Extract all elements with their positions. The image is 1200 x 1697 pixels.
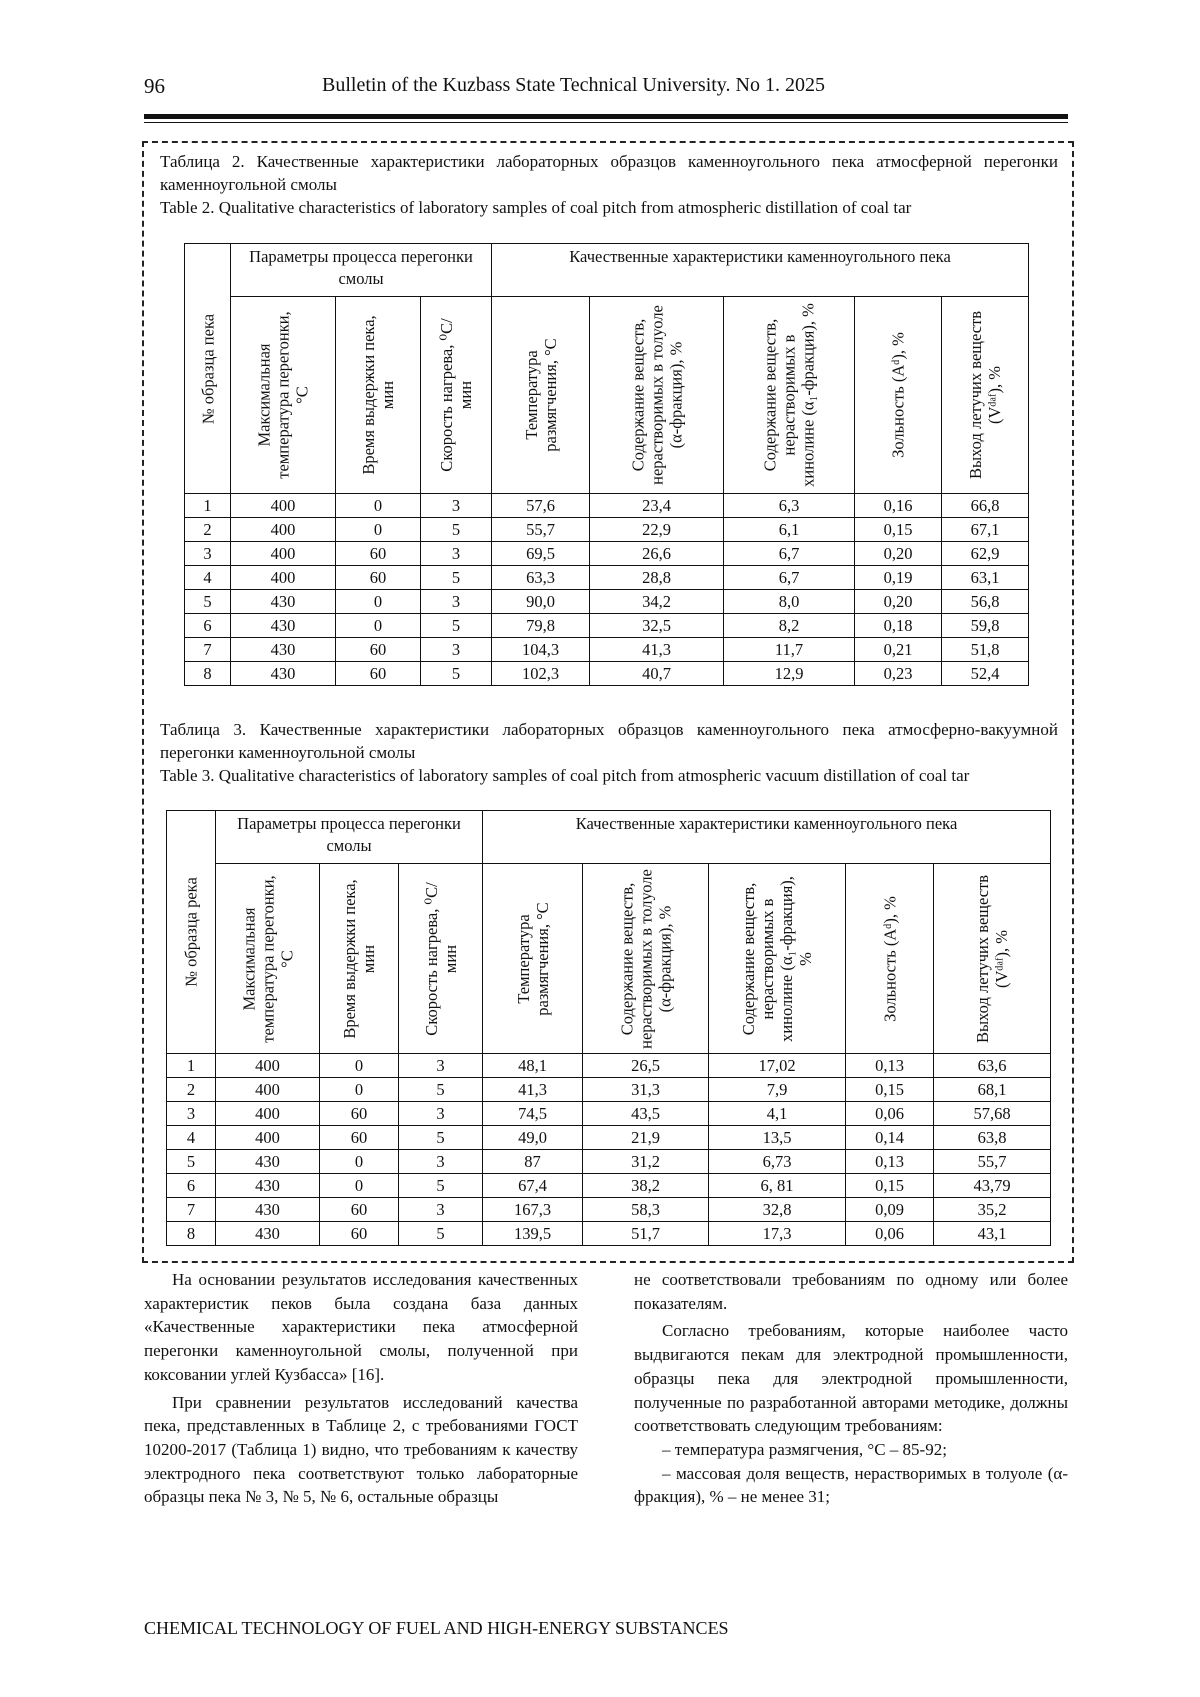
table-cell: 5: [421, 662, 492, 686]
table-cell: 0,15: [855, 518, 942, 542]
table-cell: 74,5: [483, 1102, 583, 1126]
table3-group-process: Параметры процесса перегонки смолы: [216, 811, 483, 864]
table-cell: 3: [421, 494, 492, 518]
table-cell: 0,15: [846, 1078, 934, 1102]
table-cell: 87: [483, 1150, 583, 1174]
running-header: [144, 74, 1068, 104]
table-cell: 6,7: [724, 542, 855, 566]
table3-col-sample: № образца река: [167, 811, 216, 1054]
table-cell: 400: [216, 1054, 320, 1078]
body-column-right: [634, 1268, 1068, 1509]
table-cell: 0: [320, 1174, 399, 1198]
table3-group-quality: Качественные характеристики каменноугольного пека: [483, 811, 1051, 864]
table-cell: 6: [167, 1174, 216, 1198]
table-cell: 0: [320, 1078, 399, 1102]
table-cell: 6,1: [724, 518, 855, 542]
table3-col-heat-rate: Скорость нагрева, ⁰С/мин: [399, 864, 483, 1054]
table-cell: 58,3: [583, 1198, 709, 1222]
table-cell: 4: [167, 1126, 216, 1150]
table2-col-sample: № образца пека: [185, 244, 231, 494]
table-cell: 49,0: [483, 1126, 583, 1150]
paragraph: не соответствовали требованиям по одному или более показателям.: [634, 1270, 1068, 1313]
table-cell: 400: [216, 1102, 320, 1126]
table2-group-quality: Качественные характеристики каменноугольного пека: [492, 244, 1029, 297]
table-cell: 0,14: [846, 1126, 934, 1150]
table-cell: 3: [399, 1102, 483, 1126]
table-cell: 4,1: [709, 1102, 846, 1126]
journal-title: Bulletin of the Kuzbass State Technical University. No 1. 2025: [322, 74, 825, 96]
table-cell: 400: [216, 1126, 320, 1150]
table-row: [185, 590, 1029, 614]
table-cell: 430: [231, 590, 336, 614]
table3-col-soft-temp: Температура размягчения, °С: [483, 864, 583, 1054]
table2-col-toluene: Содержание веществ, нерастворимых в толуоле (α-фракция), %: [590, 297, 724, 494]
table-cell: 0,06: [846, 1102, 934, 1126]
table-cell: 430: [231, 638, 336, 662]
table-cell: 0,09: [846, 1198, 934, 1222]
table-cell: 8: [185, 662, 231, 686]
table-cell: 41,3: [590, 638, 724, 662]
table-cell: 55,7: [934, 1150, 1051, 1174]
table-cell: 0: [336, 590, 421, 614]
table3-col-ash: Зольность (Aᵈ), %: [846, 864, 934, 1054]
table-cell: 60: [336, 566, 421, 590]
table-cell: 0,16: [855, 494, 942, 518]
table-cell: 0,20: [855, 590, 942, 614]
table-cell: 0,23: [855, 662, 942, 686]
table-row: [185, 494, 1029, 518]
table2-col-quinoline: Содержание веществ, нерастворимых в хинолине (α₁-фракция), %: [724, 297, 855, 494]
table-cell: 8: [167, 1222, 216, 1246]
table-row: [167, 1222, 1051, 1246]
table-cell: 32,8: [709, 1198, 846, 1222]
table-cell: 38,2: [583, 1174, 709, 1198]
table-cell: 17,02: [709, 1054, 846, 1078]
table-row: [185, 518, 1029, 542]
table-cell: 400: [231, 494, 336, 518]
table3-col-hold-time: Время выдержки пека, мин: [320, 864, 399, 1054]
table-cell: 3: [399, 1054, 483, 1078]
table-cell: 1: [167, 1054, 216, 1078]
table-cell: 21,9: [583, 1126, 709, 1150]
table-cell: 430: [216, 1174, 320, 1198]
header-rule-thin: [144, 122, 1068, 123]
table-cell: 48,1: [483, 1054, 583, 1078]
table-cell: 2: [167, 1078, 216, 1102]
table-cell: 57,68: [934, 1102, 1051, 1126]
table-cell: 5: [185, 590, 231, 614]
table-cell: 0,13: [846, 1150, 934, 1174]
table-cell: 0,15: [846, 1174, 934, 1198]
table-cell: 62,9: [942, 542, 1029, 566]
table-cell: 0,21: [855, 638, 942, 662]
table-cell: 43,5: [583, 1102, 709, 1126]
table-cell: 430: [231, 614, 336, 638]
table-cell: 31,2: [583, 1150, 709, 1174]
table-row: [185, 566, 1029, 590]
table-cell: 0: [320, 1054, 399, 1078]
table-cell: 60: [320, 1198, 399, 1222]
table-cell: 7,9: [709, 1078, 846, 1102]
table-cell: 430: [216, 1222, 320, 1246]
table-cell: 5: [399, 1078, 483, 1102]
table-row: [167, 1150, 1051, 1174]
body-column-left: [144, 1268, 578, 1509]
table-cell: 3: [399, 1150, 483, 1174]
table-cell: 52,4: [942, 662, 1029, 686]
table-cell: 26,5: [583, 1054, 709, 1078]
list-item: – температура размягчения, °С – 85-92;: [662, 1439, 947, 1459]
table-cell: 0: [336, 494, 421, 518]
table-cell: 56,8: [942, 590, 1029, 614]
table3: [166, 810, 1051, 1246]
table3-col-volatiles: Выход летучих веществ (Vᵈᵃᶠ), %: [934, 864, 1051, 1054]
table-row: [167, 1102, 1051, 1126]
table3-caption-ru: Таблица 3. Качественные характеристики лабораторных образцов каменноугольного пека атмосферно-вакуумной перегонки каменноугольной смолы: [160, 720, 1058, 762]
table-cell: 60: [320, 1126, 399, 1150]
table-cell: 63,6: [934, 1054, 1051, 1078]
table-cell: 5: [421, 518, 492, 542]
table-cell: 34,2: [590, 590, 724, 614]
header-rule-thick: [144, 114, 1068, 119]
table-row: [185, 614, 1029, 638]
table-cell: 60: [320, 1222, 399, 1246]
table3-col-toluene: Содержание веществ, нерастворимых в толуоле (α-фракция), %: [583, 864, 709, 1054]
table2: [184, 243, 1029, 686]
table-cell: 43,1: [934, 1222, 1051, 1246]
table-cell: 40,7: [590, 662, 724, 686]
paragraph: На основании результатов исследования качественных характеристик пеков была создана база данных «Качественные характеристики пека атмосферной перегонки каменноугольной смолы, полученной при коксовании углей Кузбасса» [16].: [144, 1270, 578, 1384]
paragraph: Согласно требованиям, которые наиболее часто выдвигаются пекам для электродной промышленности, образцы пека для электродной промышленности, полученные по разработанной авторами методике, должны соответствовать следующим требованиям:: [634, 1321, 1068, 1436]
table-cell: 6,3: [724, 494, 855, 518]
table-cell: 43,79: [934, 1174, 1051, 1198]
table-cell: 3: [421, 638, 492, 662]
table-cell: 102,3: [492, 662, 590, 686]
table-cell: 60: [320, 1102, 399, 1126]
table-cell: 12,9: [724, 662, 855, 686]
table-cell: 68,1: [934, 1078, 1051, 1102]
table-cell: 0: [336, 614, 421, 638]
table-cell: 1: [185, 494, 231, 518]
table-cell: 5: [421, 566, 492, 590]
table-cell: 6, 81: [709, 1174, 846, 1198]
table2-caption-ru: Таблица 2. Качественные характеристики лабораторных образцов каменноугольного пека атмосферной перегонки каменноугольной смолы: [160, 152, 1058, 194]
table-row: [167, 1126, 1051, 1150]
list-item: – массовая доля веществ, нерастворимых в толуоле (α-фракция), % – не менее 31;: [634, 1463, 1068, 1507]
table2-col-ash: Зольность (Aᵈ), %: [855, 297, 942, 494]
table-cell: 400: [231, 542, 336, 566]
paragraph: При сравнении результатов исследований качества пека, представленных в Таблице 2, с требованиями ГОСТ 10200-2017 (Таблица 1) видно, что требованиям к качеству электродного пека соответствуют только лабораторные образцы пека № 3, № 5, № 6, остальные образцы: [144, 1392, 578, 1507]
table-cell: 79,8: [492, 614, 590, 638]
table-cell: 139,5: [483, 1222, 583, 1246]
table-cell: 90,0: [492, 590, 590, 614]
table-cell: 2: [185, 518, 231, 542]
table-cell: 0,13: [846, 1054, 934, 1078]
table-cell: 3: [421, 590, 492, 614]
table-cell: 6,7: [724, 566, 855, 590]
table-cell: 13,5: [709, 1126, 846, 1150]
table3-caption-en: Table 3. Qualitative characteristics of laboratory samples of coal pitch from atmospheric vacuum distillation of coal tar: [160, 766, 970, 785]
table-cell: 8,0: [724, 590, 855, 614]
table-cell: 28,8: [590, 566, 724, 590]
table-cell: 5: [399, 1174, 483, 1198]
table-cell: 430: [216, 1150, 320, 1174]
table-cell: 17,3: [709, 1222, 846, 1246]
table-cell: 59,8: [942, 614, 1029, 638]
table2-col-heat-rate: Скорость нагрева, ⁰С/мин: [421, 297, 492, 494]
table-cell: 5: [421, 614, 492, 638]
table-cell: 0,20: [855, 542, 942, 566]
table-cell: 60: [336, 638, 421, 662]
table-cell: 8,2: [724, 614, 855, 638]
table-row: [167, 1078, 1051, 1102]
table3-col-quinoline: Содержание веществ, нерастворимых в хинолине (α₁-фракция), %: [709, 864, 846, 1054]
table-cell: 3: [399, 1198, 483, 1222]
table-row: [167, 1198, 1051, 1222]
table-cell: 11,7: [724, 638, 855, 662]
table-cell: 104,3: [492, 638, 590, 662]
table2-col-volatiles: Выход летучих веществ (Vᵈᵃᶠ), %: [942, 297, 1029, 494]
table2-col-hold-time: Время выдержки пека, мин: [336, 297, 421, 494]
table-cell: 66,8: [942, 494, 1029, 518]
table-cell: 51,8: [942, 638, 1029, 662]
table-cell: 35,2: [934, 1198, 1051, 1222]
table-cell: 4: [185, 566, 231, 590]
table-cell: 430: [216, 1198, 320, 1222]
table2-group-process: Параметры процесса перегонки смолы: [231, 244, 492, 297]
table-cell: 6: [185, 614, 231, 638]
table-cell: 63,8: [934, 1126, 1051, 1150]
table-cell: 3: [421, 542, 492, 566]
table-cell: 41,3: [483, 1078, 583, 1102]
table-cell: 5: [399, 1126, 483, 1150]
table-cell: 0,18: [855, 614, 942, 638]
table-cell: 3: [185, 542, 231, 566]
table-row: [185, 542, 1029, 566]
table2-caption-en: Table 2. Qualitative characteristics of laboratory samples of coal pitch from atmospheric distillation of coal tar: [160, 198, 912, 217]
page-number: 96: [144, 74, 165, 98]
table-cell: 60: [336, 542, 421, 566]
table-cell: 0: [336, 518, 421, 542]
table-cell: 26,6: [590, 542, 724, 566]
table-cell: 430: [231, 662, 336, 686]
table2-col-max-temp: Максимальная температура перегонки, °С: [231, 297, 336, 494]
table-row: [167, 1054, 1051, 1078]
table-cell: 63,1: [942, 566, 1029, 590]
table-cell: 63,3: [492, 566, 590, 590]
table-cell: 3: [167, 1102, 216, 1126]
table-cell: 0,06: [846, 1222, 934, 1246]
running-footer: CHEMICAL TECHNOLOGY OF FUEL AND HIGH-ENERGY SUBSTANCES: [144, 1618, 729, 1638]
table-cell: 7: [185, 638, 231, 662]
table-cell: 400: [231, 566, 336, 590]
table-cell: 57,6: [492, 494, 590, 518]
table-cell: 0,19: [855, 566, 942, 590]
table-cell: 69,5: [492, 542, 590, 566]
table-cell: 400: [231, 518, 336, 542]
table-cell: 67,4: [483, 1174, 583, 1198]
table-cell: 5: [399, 1222, 483, 1246]
table-row: [167, 1174, 1051, 1198]
table-cell: 51,7: [583, 1222, 709, 1246]
table-cell: 23,4: [590, 494, 724, 518]
table2-col-soft-temp: Температура размягчения, °С: [492, 297, 590, 494]
table-cell: 7: [167, 1198, 216, 1222]
table-cell: 32,5: [590, 614, 724, 638]
table-cell: 60: [336, 662, 421, 686]
table-row: [185, 662, 1029, 686]
table-cell: 167,3: [483, 1198, 583, 1222]
table-cell: 67,1: [942, 518, 1029, 542]
table-cell: 0: [320, 1150, 399, 1174]
table-cell: 400: [216, 1078, 320, 1102]
table-cell: 31,3: [583, 1078, 709, 1102]
table-cell: 22,9: [590, 518, 724, 542]
table-cell: 55,7: [492, 518, 590, 542]
table-cell: 6,73: [709, 1150, 846, 1174]
table-cell: 5: [167, 1150, 216, 1174]
table-row: [185, 638, 1029, 662]
table3-col-max-temp: Максимальная температура перегонки, °С: [216, 864, 320, 1054]
